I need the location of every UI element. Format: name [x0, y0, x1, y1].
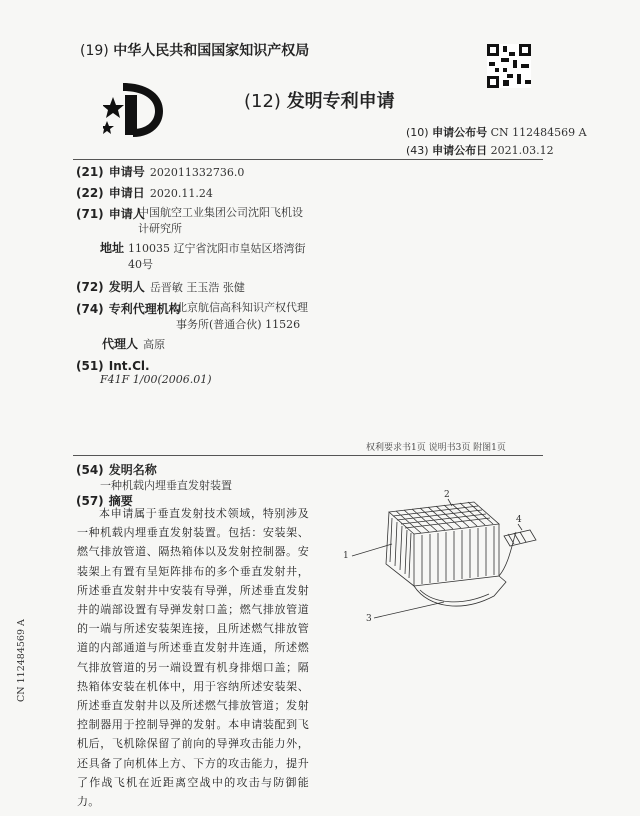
doc-type-code: (12): [244, 91, 281, 112]
figure-label: 2: [444, 490, 450, 500]
applicant-code: (71): [76, 207, 104, 221]
authority-name: 中华人民共和国国家知识产权局: [113, 43, 310, 59]
pub-no-value: CN 112484569 A: [490, 126, 587, 139]
pub-no-line: [406, 124, 587, 140]
inventor-code: (72): [76, 280, 104, 294]
app-no-label: 申请号: [108, 165, 145, 179]
ipc-value: F41F 1/00(2006.01): [100, 373, 212, 386]
stats-divider: [73, 455, 543, 456]
doc-type-line: [244, 87, 395, 113]
inventor-row: [76, 276, 245, 295]
applicant-line1: 中国航空工业集团公司沈阳飞机设: [138, 206, 303, 219]
applicant-row: [76, 203, 145, 222]
agent-row: [102, 333, 165, 352]
invention-title: 一种机载内埋垂直发射装置: [100, 479, 232, 492]
app-no-row: [76, 161, 244, 180]
cnipa-logo: [103, 77, 167, 141]
pub-date-line: [406, 142, 554, 158]
address-label: 地址: [100, 241, 125, 255]
figure-label: 4: [516, 515, 522, 525]
title-code: (54): [76, 463, 104, 477]
pub-no-code: (10): [406, 126, 429, 139]
header-divider: [73, 159, 543, 160]
address-line1: 110035 辽宁省沈阳市皇姑区塔湾街: [128, 242, 306, 255]
doc-type: 发明专利申请: [286, 91, 395, 112]
inventor-names: 岳晋敏 王玉浩 张健: [149, 281, 245, 294]
applicant-label: 申请人: [108, 207, 145, 221]
abstract-text: 本申请属于垂直发射技术领域，特别涉及一种机载内埋垂直发射装置。包括：安装架、燃气排放管道、隔热箱体以及发射控制器。安装架上有置有呈矩阵排布的多个垂直发射井，所述垂直发射井中安装有导弹，所述垂直发射井的端部设置有导弹发射口盖；燃气排放管道的一端与所述安装架连接，且所述燃气排放管道的内部通道与所述垂直发射井连通，所述燃气排放管道的另一端设置有机身排烟口盖；隔热箱体安装在机体中，用于容纳所述安装架、所述垂直发射井以及所述燃气排放管道；发射控制器用于控制导弹的发射。本申请装配到飞机后，飞机除保留了前向的导弹攻击能力外，还具备了向机体上方、下方的攻击能力，提升了作战飞机在近距离空战中的攻击与防御能力。: [77, 507, 309, 809]
filing-value: 2020.11.24: [149, 187, 213, 200]
filing-label: 申请日: [108, 186, 145, 200]
address-line2: 40号: [128, 258, 153, 271]
pub-no-label: 申请公布号: [432, 126, 488, 139]
filing-code: (22): [76, 186, 104, 200]
device-drawing: [334, 484, 544, 624]
ipc-row: [76, 355, 150, 374]
filing-row: [76, 182, 213, 201]
figure-label: 1: [343, 551, 349, 561]
title-label-row: [76, 459, 157, 478]
pub-date-label: 申请公布日: [432, 144, 488, 157]
pub-date-code: (43): [406, 144, 429, 157]
page-stats: 权利要求书1页 说明书3页 附图1页: [366, 443, 506, 453]
figure-label: 3: [366, 614, 372, 624]
agency-line2: 事务所(普通合伙) 11526: [176, 318, 301, 331]
agency-line1: 北京航信高科知识产权代理: [176, 301, 308, 314]
agency-label: 专利代理机构: [108, 302, 181, 316]
ipc-label: Int.Cl.: [108, 359, 150, 373]
side-pub-no: CN 112484569 A: [16, 619, 27, 702]
ipc-code: (51): [76, 359, 104, 373]
abstract-label: 摘要: [108, 494, 133, 508]
authority-line: [80, 40, 309, 60]
agent-name: 高原: [143, 338, 166, 351]
agent-label: 代理人: [102, 337, 139, 351]
app-no-code: (21): [76, 165, 104, 179]
qr-code: [487, 44, 531, 88]
agency-code: (74): [76, 302, 104, 316]
inventor-label: 发明人: [108, 280, 145, 294]
authority-code: (19): [80, 43, 109, 59]
pub-date-value: 2021.03.12: [490, 144, 554, 157]
agency-row: [76, 298, 181, 317]
abstract-code: (57): [76, 494, 104, 508]
title-label: 发明名称: [108, 463, 157, 477]
applicant-line2: 计研究所: [138, 222, 182, 235]
app-no-value: 202011332736.0: [149, 166, 245, 179]
